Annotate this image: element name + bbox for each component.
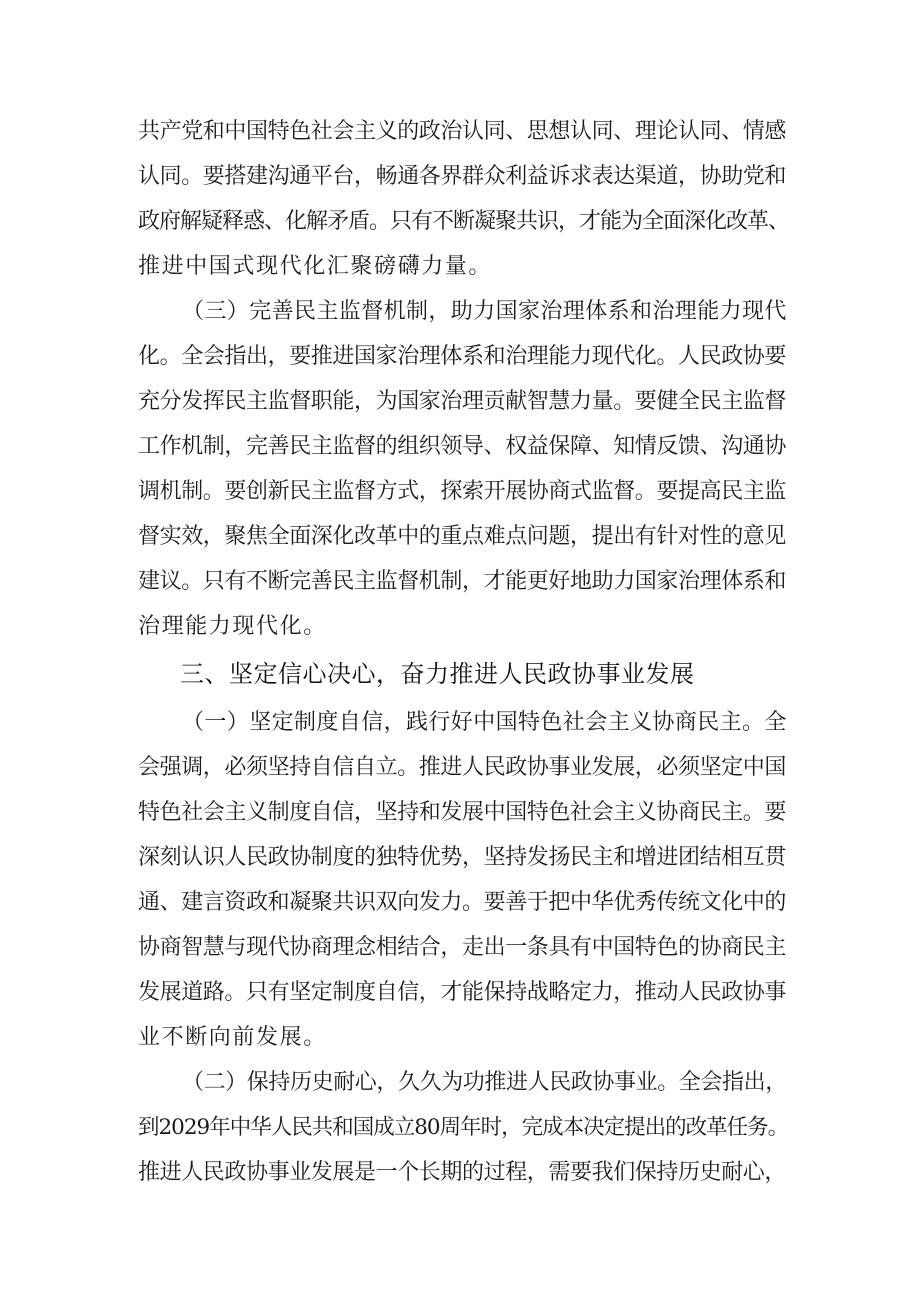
paragraph-line: 共产党和中国特色社会主义的政治认同、思想认同、理论认同、情感 <box>138 119 787 144</box>
section-heading: 三、坚定信心决心，奋力推进人民政协事业发展 <box>180 660 695 688</box>
paragraph-first-line: （二）保持历史耐心，久久为功推进人民政协事业。全会指出， <box>182 1070 787 1095</box>
paragraph-line: 深刻认识人民政协制度的独特优势，坚持发扬民主和增进团结相互贯 <box>138 845 787 870</box>
paragraph-line: 到2029年中华人民共和国成立80周年时，完成本决定提出的改革任务。 <box>138 1115 789 1140</box>
paragraph-line: 业不断向前发展。 <box>138 1025 327 1050</box>
paragraph-line: 化。全会指出，要推进国家治理体系和治理能力现代化。人民政协要 <box>138 344 787 369</box>
paragraph-line: 特色社会主义制度自信，坚持和发展中国特色社会主义协商民主。要 <box>138 800 787 825</box>
paragraph-line: 推进人民政协事业发展是一个长期的过程，需要我们保持历史耐心， <box>138 1160 787 1185</box>
paragraph-line: 会强调，必须坚持自信自立。推进人民政协事业发展，必须坚定中国 <box>138 755 787 780</box>
paragraph-line: 发展道路。只有坚定制度自信，才能保持战略定力，推动人民政协事 <box>138 980 787 1005</box>
paragraph-line: 工作机制，完善民主监督的组织领导、权益保障、知情反馈、沟通协 <box>138 434 787 459</box>
paragraph-line: 调机制。要创新民主监督方式，探索开展协商式监督。要提高民主监 <box>138 479 787 504</box>
paragraph-line: 认同。要搭建沟通平台，畅通各界群众利益诉求表达渠道，协助党和 <box>138 164 787 189</box>
paragraph-line: 通、建言资政和凝聚共识双向发力。要善于把中华优秀传统文化中的 <box>138 890 787 915</box>
paragraph-line: 建议。只有不断完善民主监督机制，才能更好地助力国家治理体系和 <box>138 569 787 594</box>
paragraph-line: 充分发挥民主监督职能，为国家治理贡献智慧力量。要健全民主监督 <box>138 389 787 414</box>
paragraph-line: 推进中国式现代化汇聚磅礴力量。 <box>138 254 493 279</box>
paragraph-line: 治理能力现代化。 <box>138 614 327 639</box>
paragraph-first-line: （三）完善民主监督机制，助力国家治理体系和治理能力现代 <box>182 299 787 324</box>
paragraph-first-line: （一）坚定制度自信，践行好中国特色社会主义协商民主。全 <box>182 710 787 735</box>
paragraph-line: 协商智慧与现代协商理念相结合，走出一条具有中国特色的协商民主 <box>138 935 787 960</box>
paragraph-line: 政府解疑释惑、化解矛盾。只有不断凝聚共识，才能为全面深化改革、 <box>138 209 790 234</box>
paragraph-line: 督实效，聚焦全面深化改革中的重点难点问题，提出有针对性的意见 <box>138 524 787 549</box>
